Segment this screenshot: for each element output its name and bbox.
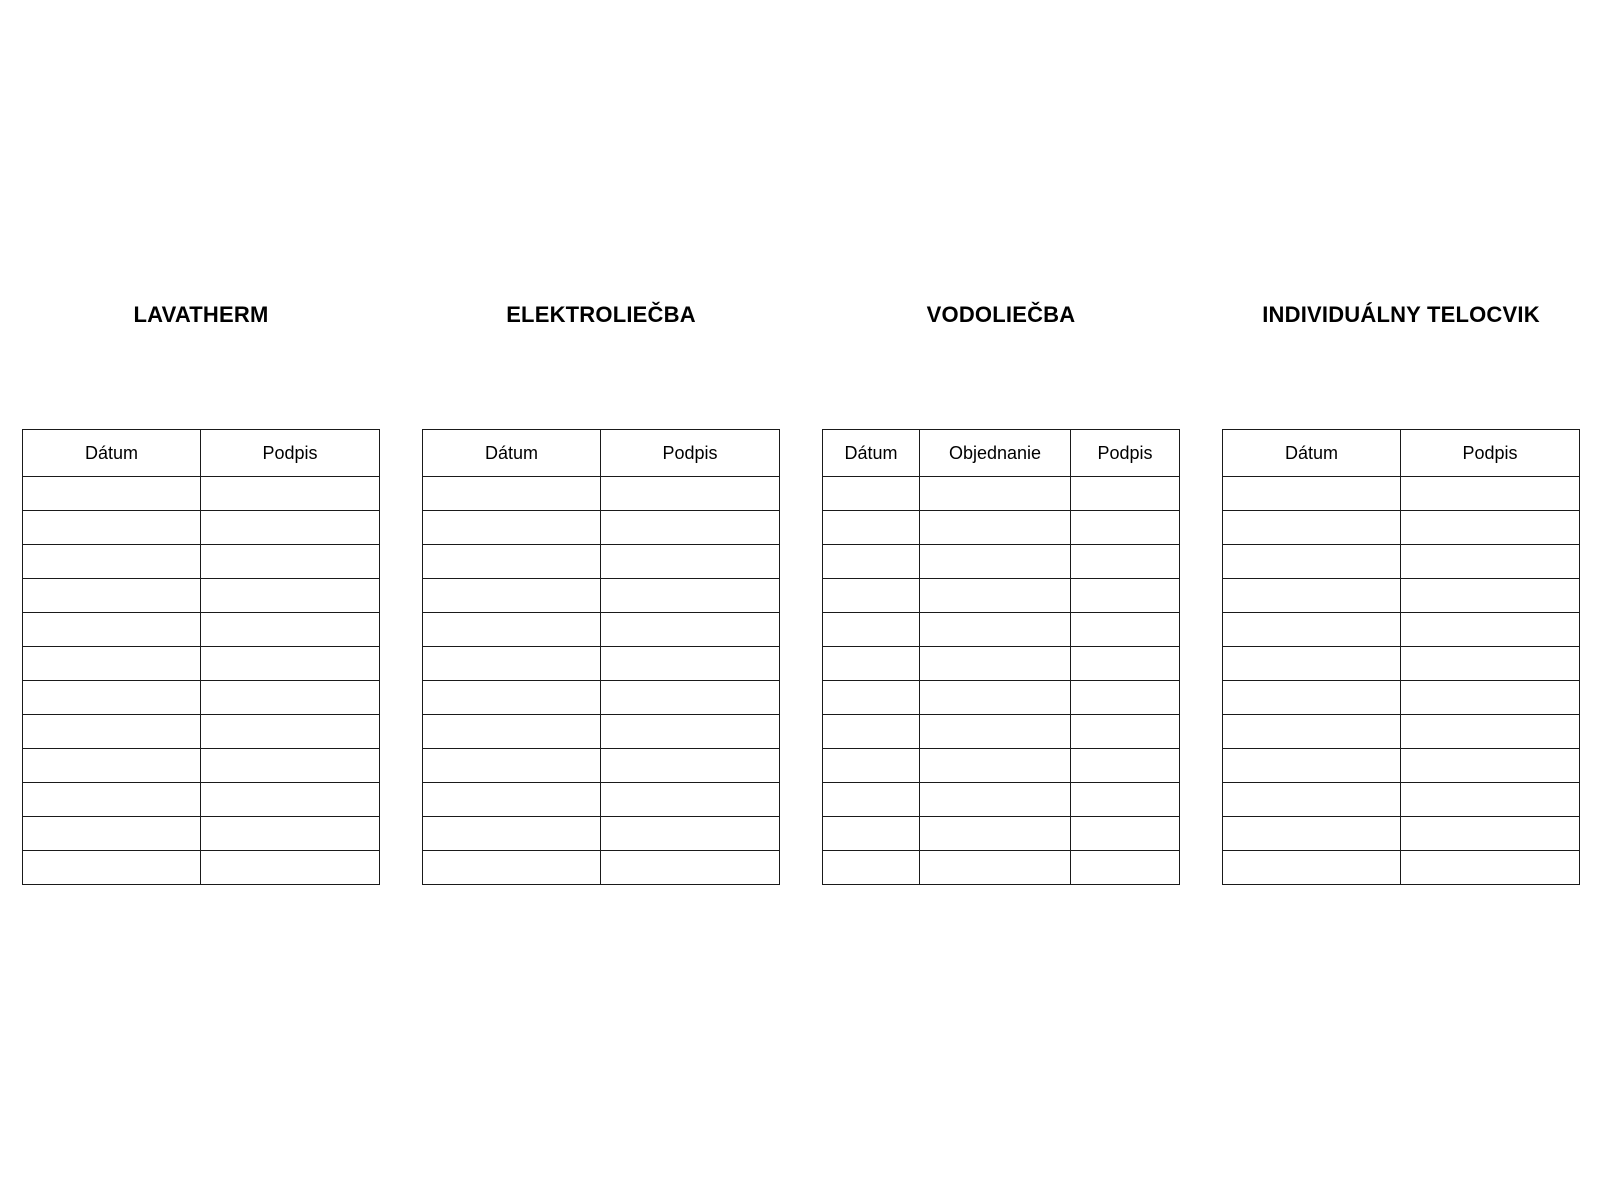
table-row <box>23 477 380 511</box>
empty-cell <box>823 647 920 681</box>
empty-cell <box>920 647 1071 681</box>
empty-cell <box>1401 681 1580 715</box>
table-row <box>823 851 1180 885</box>
empty-cell <box>201 817 380 851</box>
column-header-podpis: Podpis <box>601 430 780 477</box>
empty-cell <box>201 579 380 613</box>
column-header-datum: Dátum <box>823 430 920 477</box>
empty-cell <box>823 783 920 817</box>
empty-cell <box>920 511 1071 545</box>
empty-cell <box>1223 851 1401 885</box>
section-title-lavatherm: LAVATHERM <box>133 302 269 327</box>
table-row <box>23 647 380 681</box>
empty-cell <box>823 511 920 545</box>
empty-cell <box>1071 851 1180 885</box>
elektroliecba-table <box>422 429 780 885</box>
table-row <box>1223 613 1580 647</box>
table-row <box>423 783 780 817</box>
empty-cell <box>1223 749 1401 783</box>
empty-cell <box>1401 749 1580 783</box>
empty-cell <box>423 647 601 681</box>
table-row <box>1223 851 1580 885</box>
table-row <box>23 851 380 885</box>
empty-cell <box>823 851 920 885</box>
table-row <box>1223 511 1580 545</box>
table-row <box>1223 579 1580 613</box>
empty-cell <box>201 545 380 579</box>
empty-cell <box>1401 715 1580 749</box>
empty-cell <box>23 647 201 681</box>
empty-cell <box>823 681 920 715</box>
empty-cell <box>1071 681 1180 715</box>
empty-cell <box>1401 783 1580 817</box>
table-row <box>423 817 780 851</box>
empty-cell <box>423 579 601 613</box>
empty-cell <box>23 817 201 851</box>
empty-cell <box>920 477 1071 511</box>
empty-cell <box>823 749 920 783</box>
empty-cell <box>423 511 601 545</box>
empty-cell <box>423 681 601 715</box>
empty-cell <box>23 681 201 715</box>
empty-cell <box>423 477 601 511</box>
table-row <box>23 681 380 715</box>
empty-cell <box>1223 681 1401 715</box>
empty-cell <box>1071 647 1180 681</box>
table-row <box>423 477 780 511</box>
empty-cell <box>601 511 780 545</box>
empty-cell <box>201 613 380 647</box>
empty-cell <box>23 613 201 647</box>
empty-cell <box>920 817 1071 851</box>
empty-cell <box>423 749 601 783</box>
table-row <box>23 511 380 545</box>
empty-cell <box>23 715 201 749</box>
empty-cell <box>423 715 601 749</box>
table-row <box>1223 783 1580 817</box>
empty-cell <box>23 545 201 579</box>
column-header-datum: Dátum <box>23 430 201 477</box>
empty-cell <box>201 511 380 545</box>
table-row <box>423 579 780 613</box>
table-row <box>23 783 380 817</box>
empty-cell <box>201 715 380 749</box>
empty-cell <box>23 749 201 783</box>
empty-cell <box>1223 783 1401 817</box>
empty-cell <box>23 851 201 885</box>
empty-cell <box>201 783 380 817</box>
table-row <box>823 783 1180 817</box>
empty-cell <box>1071 579 1180 613</box>
empty-cell <box>23 579 201 613</box>
empty-cell <box>423 613 601 647</box>
empty-cell <box>423 783 601 817</box>
empty-cell <box>920 579 1071 613</box>
empty-cell <box>1223 511 1401 545</box>
empty-cell <box>1401 579 1580 613</box>
empty-cell <box>1401 647 1580 681</box>
individualny-telocvik-table <box>1222 429 1580 885</box>
table-row <box>23 817 380 851</box>
empty-cell <box>823 817 920 851</box>
empty-cell <box>423 817 601 851</box>
table-row <box>23 749 380 783</box>
section-title-individualny-telocvik: INDIVIDUÁLNY TELOCVIK <box>1262 302 1540 327</box>
empty-cell <box>1223 579 1401 613</box>
table-row <box>823 647 1180 681</box>
table-row <box>1223 715 1580 749</box>
table-row <box>23 613 380 647</box>
empty-cell <box>1071 511 1180 545</box>
empty-cell <box>920 851 1071 885</box>
table-row <box>823 715 1180 749</box>
empty-cell <box>823 477 920 511</box>
empty-cell <box>1401 851 1580 885</box>
empty-cell <box>920 749 1071 783</box>
empty-cell <box>920 545 1071 579</box>
section-title-vodoliecba: VODOLIEČBA <box>926 302 1076 327</box>
empty-cell <box>23 477 201 511</box>
table-row <box>1223 681 1580 715</box>
empty-cell <box>1401 545 1580 579</box>
table-header-row <box>23 430 380 477</box>
empty-cell <box>823 579 920 613</box>
empty-cell <box>1223 545 1401 579</box>
empty-cell <box>1071 783 1180 817</box>
empty-cell <box>423 851 601 885</box>
table-row <box>423 715 780 749</box>
empty-cell <box>23 783 201 817</box>
vodoliecba-table <box>822 429 1180 885</box>
table-row <box>423 613 780 647</box>
table-header-row <box>423 430 780 477</box>
table-row <box>423 647 780 681</box>
table-row <box>1223 477 1580 511</box>
empty-cell <box>201 681 380 715</box>
empty-cell <box>423 545 601 579</box>
empty-cell <box>201 647 380 681</box>
section-title-elektroliecba: ELEKTROLIEČBA <box>506 302 696 327</box>
empty-cell <box>1401 817 1580 851</box>
empty-cell <box>823 613 920 647</box>
empty-cell <box>601 817 780 851</box>
table-row <box>1223 545 1580 579</box>
empty-cell <box>1401 511 1580 545</box>
empty-cell <box>601 613 780 647</box>
table-row <box>423 851 780 885</box>
table-row <box>823 749 1180 783</box>
column-header-objednanie: Objednanie <box>920 430 1071 477</box>
column-header-podpis: Podpis <box>201 430 380 477</box>
table-row <box>23 545 380 579</box>
table-row <box>823 579 1180 613</box>
table-row <box>1223 817 1580 851</box>
column-header-podpis: Podpis <box>1071 430 1180 477</box>
empty-cell <box>23 511 201 545</box>
empty-cell <box>601 715 780 749</box>
empty-cell <box>920 613 1071 647</box>
column-header-podpis: Podpis <box>1401 430 1580 477</box>
empty-cell <box>1223 613 1401 647</box>
empty-cell <box>920 783 1071 817</box>
empty-cell <box>601 579 780 613</box>
empty-cell <box>1071 715 1180 749</box>
column-header-datum: Dátum <box>1223 430 1401 477</box>
empty-cell <box>823 715 920 749</box>
table-row <box>423 545 780 579</box>
table-row <box>423 749 780 783</box>
table-row <box>823 511 1180 545</box>
empty-cell <box>1223 647 1401 681</box>
empty-cell <box>601 647 780 681</box>
empty-cell <box>1071 545 1180 579</box>
column-header-datum: Dátum <box>423 430 601 477</box>
empty-cell <box>1071 817 1180 851</box>
table-row <box>423 681 780 715</box>
empty-cell <box>201 851 380 885</box>
empty-cell <box>601 851 780 885</box>
empty-cell <box>601 681 780 715</box>
empty-cell <box>1401 613 1580 647</box>
table-header-row <box>823 430 1180 477</box>
empty-cell <box>1401 477 1580 511</box>
empty-cell <box>1223 817 1401 851</box>
table-header-row <box>1223 430 1580 477</box>
empty-cell <box>1071 477 1180 511</box>
table-row <box>23 579 380 613</box>
table-row <box>823 817 1180 851</box>
empty-cell <box>1071 749 1180 783</box>
empty-cell <box>601 783 780 817</box>
empty-cell <box>920 681 1071 715</box>
empty-cell <box>201 477 380 511</box>
table-row <box>823 681 1180 715</box>
empty-cell <box>1223 477 1401 511</box>
table-row <box>1223 647 1580 681</box>
table-row <box>823 545 1180 579</box>
table-row <box>23 715 380 749</box>
lavatherm-table <box>22 429 380 885</box>
table-row <box>1223 749 1580 783</box>
empty-cell <box>823 545 920 579</box>
empty-cell <box>601 477 780 511</box>
table-row <box>823 477 1180 511</box>
empty-cell <box>1071 613 1180 647</box>
empty-cell <box>601 749 780 783</box>
table-row <box>823 613 1180 647</box>
empty-cell <box>1223 715 1401 749</box>
empty-cell <box>201 749 380 783</box>
empty-cell <box>601 545 780 579</box>
table-row <box>423 511 780 545</box>
empty-cell <box>920 715 1071 749</box>
